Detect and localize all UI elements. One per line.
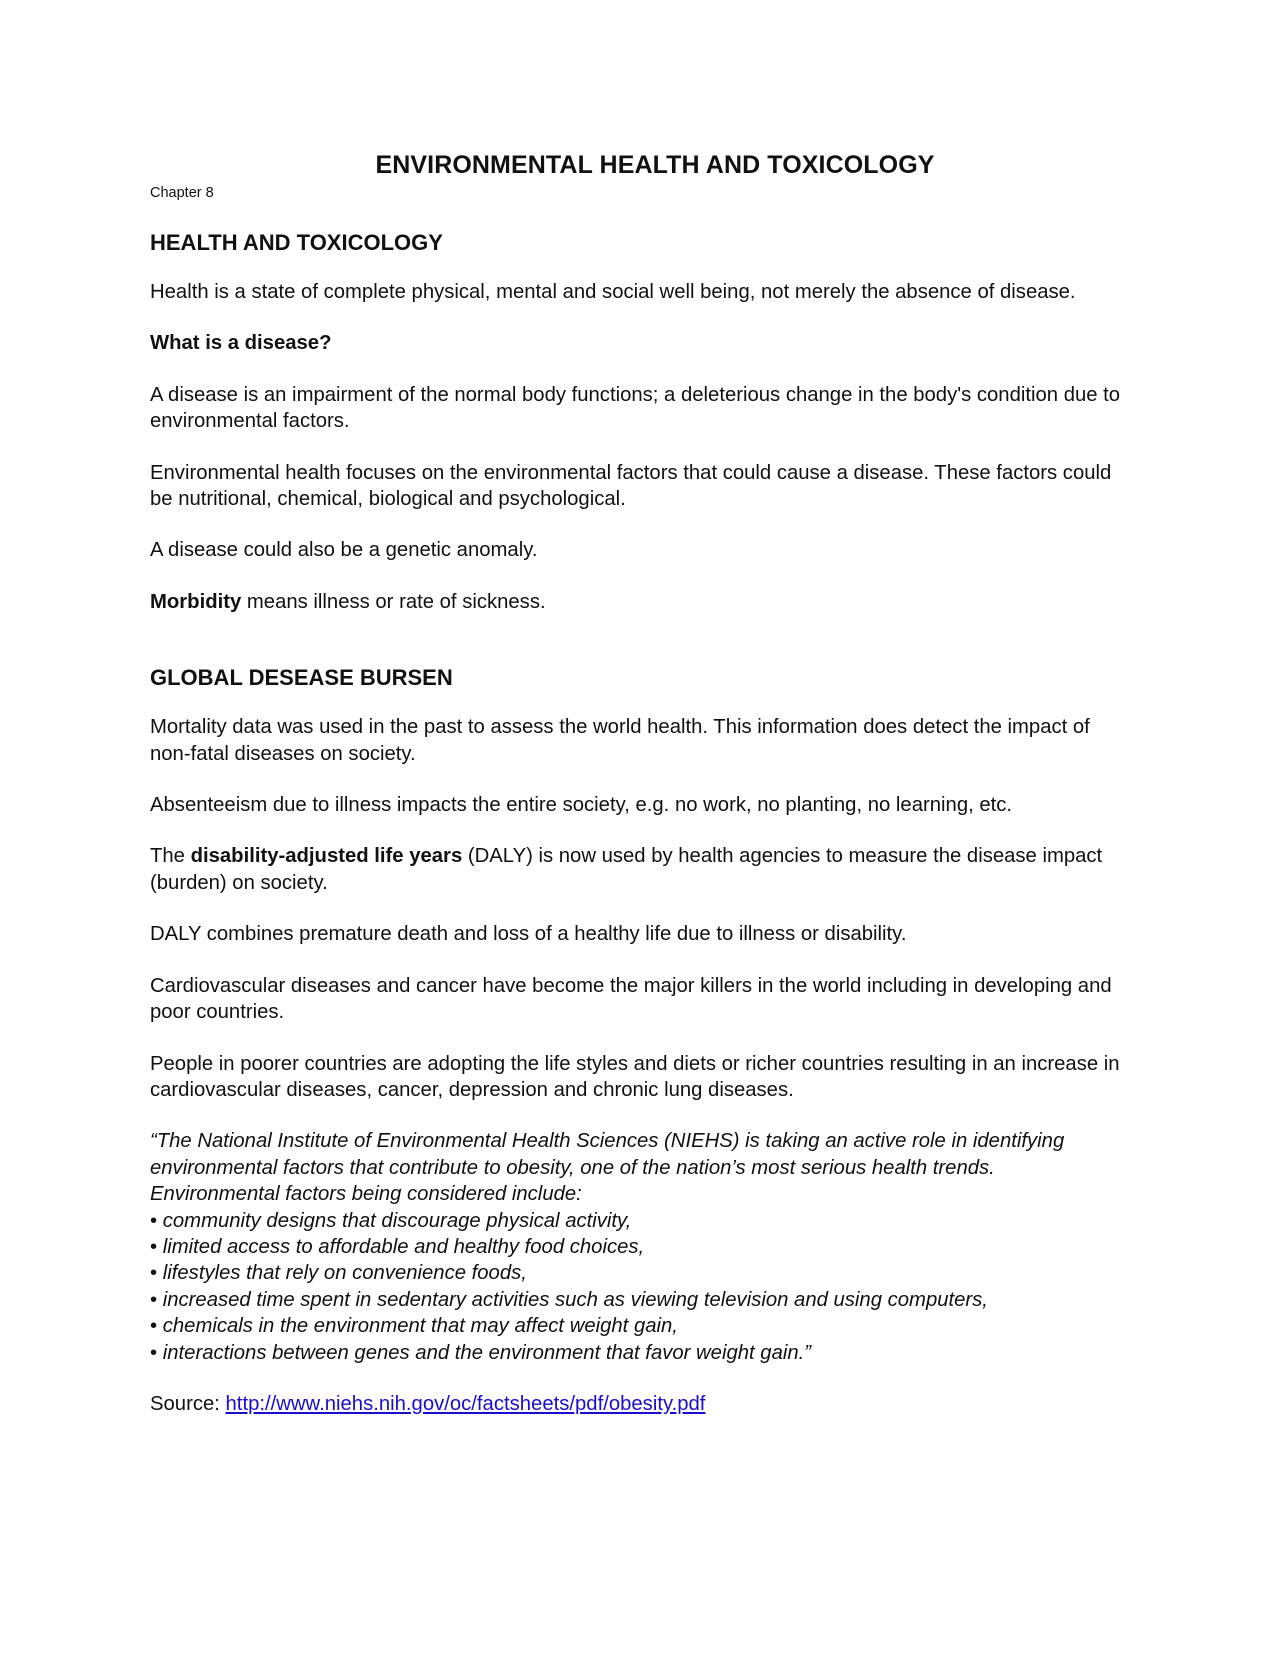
document-page <box>150 148 1130 1417</box>
morbidity-definition: means illness or rate of sickness. <box>241 590 546 613</box>
paragraph-genetic-anomaly: A disease could also be a genetic anomaly. <box>150 539 538 562</box>
term-daly: disability-adjusted life years <box>190 845 463 868</box>
paragraph-mortality-data: Mortality data was used in the past to assess the world health. This information does detect the impact of non-fatal diseases on society. <box>150 716 1090 765</box>
quote-intro: “The National Institute of Environmental Health Sciences (NIEHS) is taking an active role in identifying environmental factors that contribute to obesity, one of the nation’s most serious health trends. Environmental factors being considered include: <box>150 1130 1065 1206</box>
paragraph-environmental-health: Environmental health focuses on the environmental factors that could cause a disease. These factors could be nutritional, chemical, biological and psychological. <box>150 461 1112 511</box>
list-item: • increased time spent in sedentary activities such as viewing television and using computers, <box>150 1287 1130 1313</box>
paragraph-daly <box>150 843 1130 896</box>
daly-prefix: The <box>150 845 191 868</box>
niehs-quote <box>150 1128 1130 1366</box>
paragraph-cardiovascular: Cardiovascular diseases and cancer have become the major killers in the world including in developing and poor countries. <box>150 974 1112 1024</box>
section-heading-health: HEALTH AND TOXICOLOGY <box>150 230 443 255</box>
subheading-what-is-disease: What is a disease? <box>150 332 332 355</box>
paragraph-poorer-countries: People in poorer countries are adopting the life styles and diets or richer countries resulting in an increase in cardiovascular diseases, cancer, depression and chronic lung diseases. <box>150 1052 1120 1101</box>
chapter-label: Chapter 8 <box>150 185 214 201</box>
source-link[interactable]: http://www.niehs.nih.gov/oc/factsheets/pdf/obesity.pdf <box>225 1392 706 1415</box>
section-heading-global-disease: GLOBAL DESEASE BURSEN <box>150 665 453 691</box>
list-item: • interactions between genes and the environment that favor weight gain.” <box>150 1340 1130 1366</box>
paragraph-morbidity <box>150 589 1130 615</box>
source-label: Source: <box>150 1392 226 1415</box>
term-morbidity: Morbidity <box>150 590 242 613</box>
daly-definition: (DALY) is now used by health agencies to measure the disease impact (burden) on society. <box>150 845 1103 894</box>
paragraph-disease-definition: A disease is an impairment of the normal body functions; a deleterious change in the body's condition due to environmental factors. <box>150 383 1121 433</box>
list-item: • limited access to affordable and healthy food choices, <box>150 1234 1130 1260</box>
document-title: ENVIRONMENTAL HEALTH AND TOXICOLOGY <box>375 151 935 179</box>
source-line <box>150 1391 1130 1417</box>
list-item: • lifestyles that rely on convenience foods, <box>150 1260 1130 1286</box>
paragraph-absenteeism: Absenteeism due to illness impacts the entire society, e.g. no work, no planting, no learning, etc. <box>150 794 1013 817</box>
list-item: • chemicals in the environment that may affect weight gain, <box>150 1313 1130 1339</box>
quote-bullet-list <box>150 1208 1130 1366</box>
paragraph-daly-combines: DALY combines premature death and loss of a healthy life due to illness or disability. <box>150 923 907 946</box>
list-item: • community designs that discourage physical activity, <box>150 1208 1130 1234</box>
paragraph-health-definition: Health is a state of complete physical, mental and social well being, not merely the absence of disease. <box>150 281 1076 303</box>
